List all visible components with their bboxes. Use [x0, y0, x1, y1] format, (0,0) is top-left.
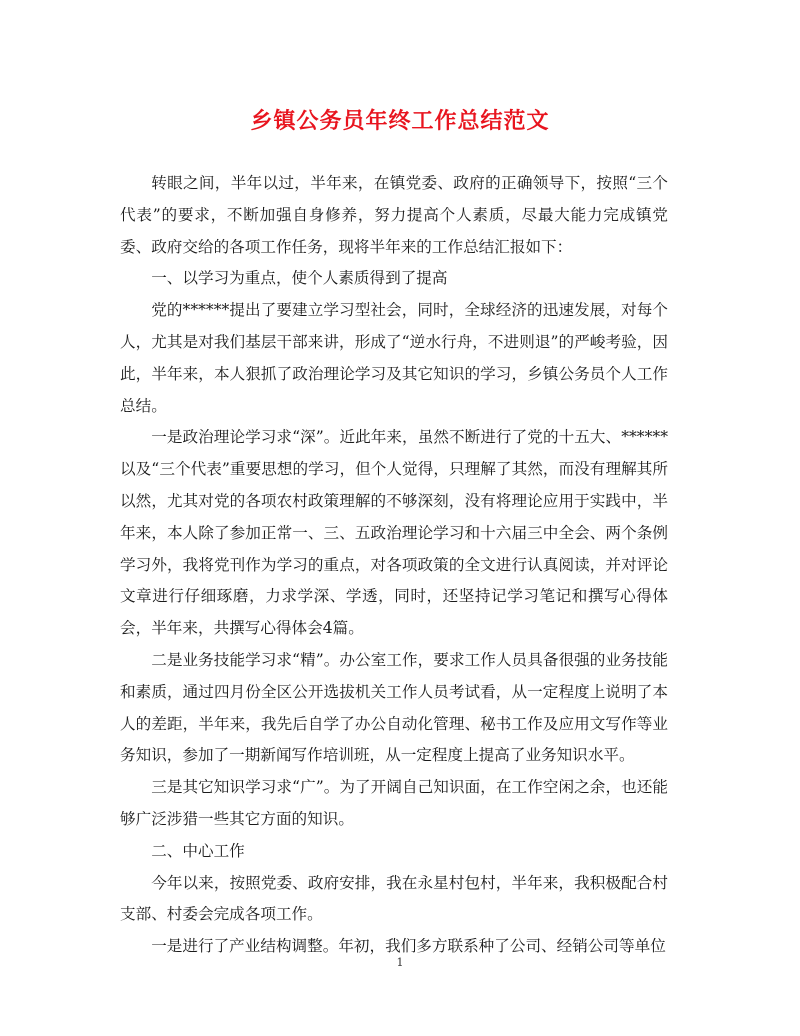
paragraph-intro: 转眼之间，半年以过，半年来，在镇党委、政府的正确领导下，按照“三个代表”的要求，不断加强自身修养，努力提高个人素质，尽最大能力完成镇党委、政府交给的各项工作任务，现将半年来的工作总结汇报如下： [120, 174, 668, 256]
paragraph-other-knowledge: 三是其它知识学习求“广”。为了开阔自己知识面，在工作空闲之余，也还能够广泛涉猎一些其它方面的知识。 [120, 778, 668, 828]
section-heading-central-work: 二、中心工作 [151, 841, 245, 860]
section-heading-study: 一、以学习为重点，使个人素质得到了提高 [151, 269, 448, 288]
paragraph-study-overview: 党的******提出了要建立学习型社会，同时，全球经济的迅速发展，对每个人，尤其是对我们基层干部来讲，形成了“逆水行舟，不进则退”的严峻考验，因此，半年来，本人狠抓了政治理论学习及其它知识的学习，乡镇公务员个人工作总结。 [120, 301, 668, 415]
document-body [120, 168, 668, 963]
document-title: 乡镇公务员年终工作总结范文 [250, 109, 550, 134]
paragraph-business-skills: 二是业务技能学习求“精”。办公室工作，要求工作人员具备很强的业务技能和素质，通过四月份全区公开选拔机关工作人员考试看，从一定程度上说明了本人的差距，半年来，我先后自学了办公自动化管理、秘书工作及应用文写作等业务知识，参加了一期新闻写作培训班，从一定程度上提高了业务知识水平。 [120, 650, 668, 765]
page-number: 1 [396, 956, 404, 969]
paragraph-industry-adjustment: 一是进行了产业结构调整。年初，我们多方联系种了公司、经销公司等单位 [151, 937, 666, 956]
paragraph-political-theory: 一是政治理论学习求“深”。近此年来，虽然不断进行了党的十五大、******以及“三个代表”重要思想的学习，但个人觉得，只理解了其然，而没有理解其所以然，尤其对党的各项农村政策理解的不够深刻，没有将理论应用于实践中，半年来，本人除了参加正常一、三、五政治理论学习和十六届三中全会、两个条例学习外，我将党刊作为学习的重点，对各项政策的全文进行认真阅读，并对评论文章进行仔细琢磨，力求学深、学透，同时，还坚持记学习笔记和撰写心得体会，半年来，共撰写心得体会4篇。 [120, 428, 668, 638]
paragraph-village-work: 今年以来，按照党委、政府安排，我在永星村包村，半年来，我积极配合村支部、村委会完成各项工作。 [120, 873, 668, 924]
